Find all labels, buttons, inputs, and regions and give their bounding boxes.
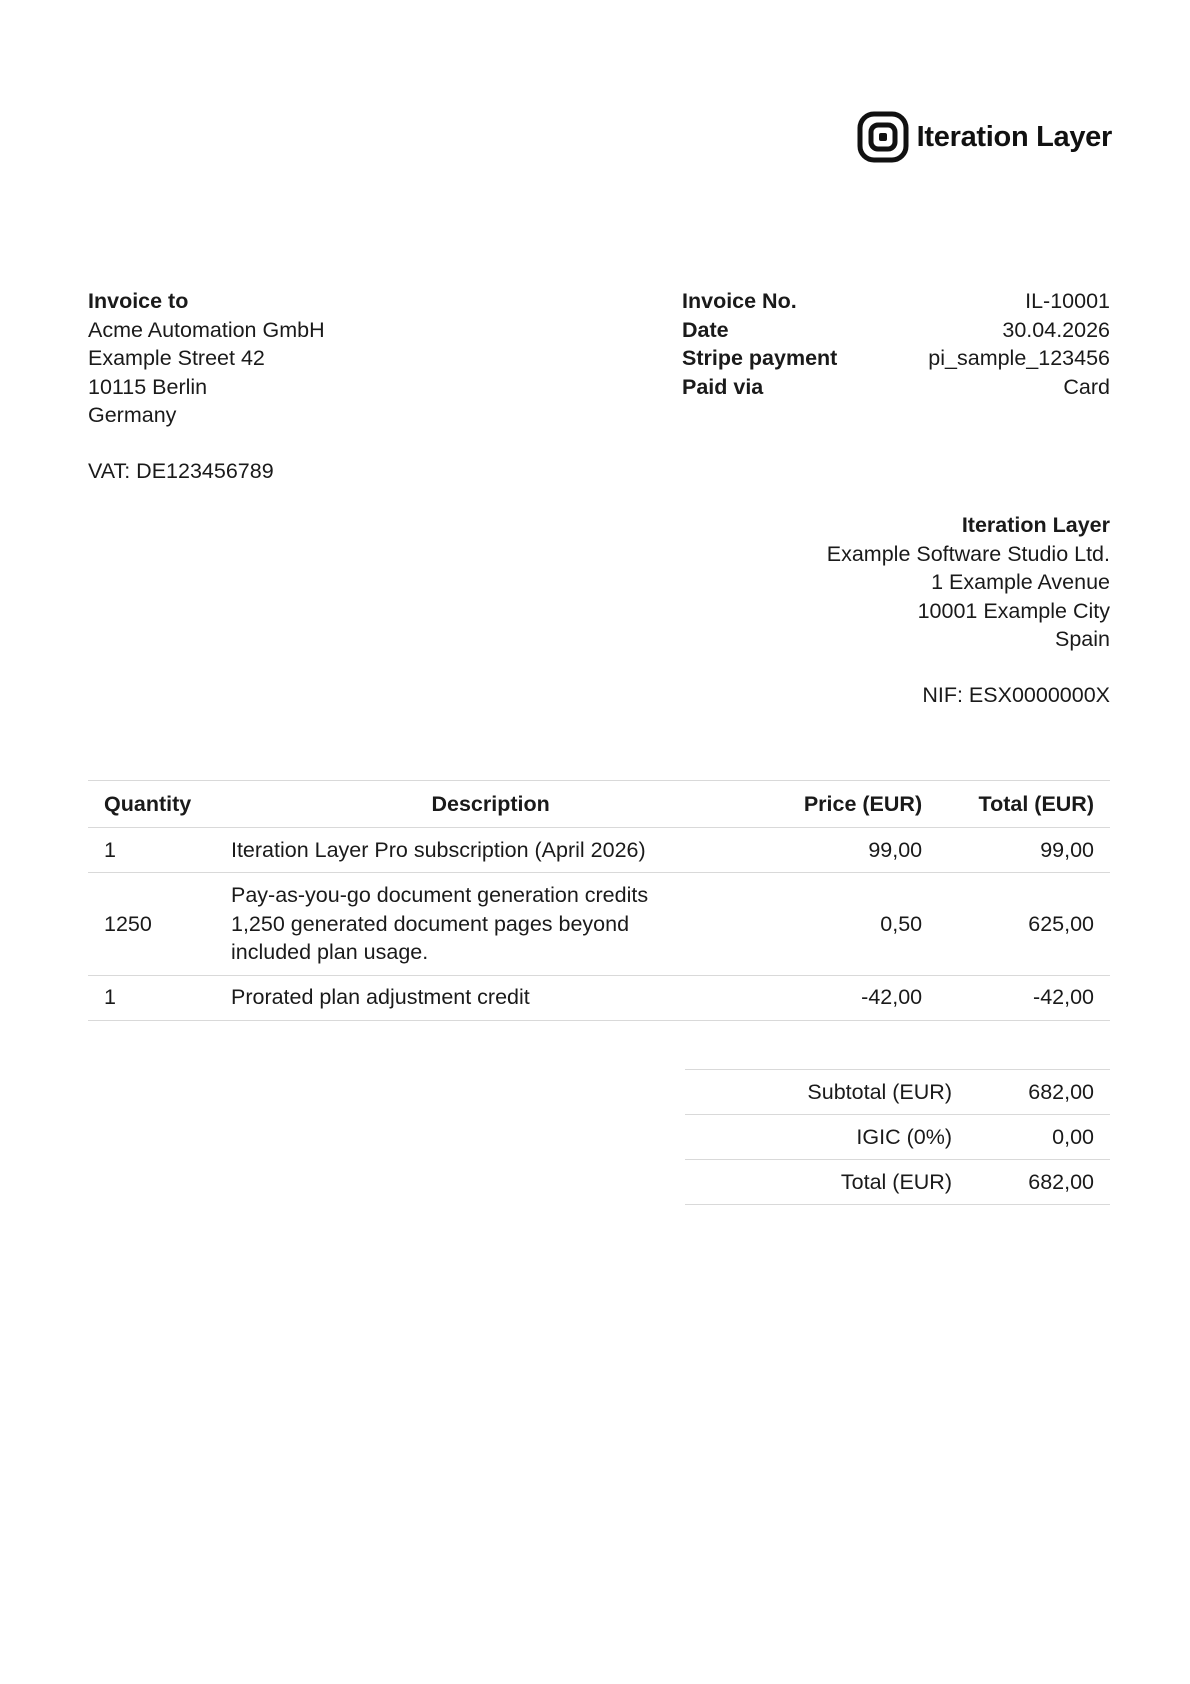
column-header-quantity: Quantity	[88, 781, 215, 828]
item-total: -42,00	[938, 975, 1110, 1020]
item-description-line: Iteration Layer Pro subscription (April 2026)	[230, 837, 646, 862]
item-price: -42,00	[766, 975, 938, 1020]
item-total: 99,00	[938, 828, 1110, 873]
line-items-table	[88, 780, 1110, 1021]
bill-to-heading: Invoice to	[88, 289, 189, 313]
item-description-line: included plan usage.	[230, 940, 429, 964]
bill-to	[88, 287, 325, 485]
item-price: 0,50	[766, 873, 938, 976]
totals-row-tax	[685, 1115, 1110, 1160]
concentric-square-icon	[857, 111, 909, 163]
meta-row-invoice-no	[682, 287, 1110, 316]
meta-label: Stripe payment	[682, 346, 838, 370]
table-row	[88, 975, 1110, 1020]
meta-row-stripe-payment	[682, 344, 1110, 373]
meta-value: Card	[1063, 374, 1110, 399]
item-description-line: 1,250 generated document pages beyond	[230, 911, 630, 936]
totals-table	[685, 1069, 1110, 1205]
meta-row-date	[682, 316, 1110, 345]
totals-label: Subtotal (EUR)	[685, 1070, 968, 1115]
seller-name: Iteration Layer	[961, 513, 1110, 537]
brand-name: Iteration Layer	[916, 120, 1112, 153]
column-header-total: Total (EUR)	[938, 781, 1110, 828]
item-price: 99,00	[766, 828, 938, 873]
meta-value: IL-10001	[1025, 289, 1110, 313]
item-description	[215, 828, 766, 873]
seller-line: 1 Example Avenue	[931, 570, 1110, 594]
totals-row-total	[685, 1160, 1110, 1205]
item-quantity: 1250	[88, 873, 215, 976]
meta-value: pi_sample_123456	[928, 346, 1110, 370]
bill-to-line: Example Street 42	[88, 346, 265, 370]
item-quantity: 1	[88, 828, 215, 873]
item-description	[215, 873, 766, 976]
meta-value: 30.04.2026	[1002, 317, 1110, 342]
totals-value: 0,00	[968, 1115, 1110, 1160]
seller-line: Spain	[1055, 627, 1110, 651]
item-description-line: Pay-as-you-go document generation credits	[230, 883, 649, 907]
totals-label: Total (EUR)	[685, 1160, 968, 1205]
item-quantity: 1	[88, 975, 215, 1020]
bill-to-line: Germany	[88, 403, 177, 427]
totals-row-subtotal	[685, 1070, 1110, 1115]
meta-label: Paid via	[682, 374, 764, 399]
item-description-line: Prorated plan adjustment credit	[230, 985, 530, 1010]
totals-value: 682,00	[968, 1070, 1110, 1115]
bill-to-vat: VAT: DE123456789	[88, 458, 274, 483]
bill-to-line: 10115 Berlin	[88, 374, 208, 399]
column-header-price: Price (EUR)	[766, 781, 938, 828]
table-header-row	[88, 781, 1110, 828]
item-total: 625,00	[938, 873, 1110, 976]
brand-logo	[857, 111, 1112, 163]
seller-line: Example Software Studio Ltd.	[826, 541, 1110, 566]
table-row	[88, 873, 1110, 976]
seller-info	[827, 511, 1110, 709]
seller-tax-id: NIF: ESX0000000X	[922, 682, 1110, 707]
totals-label: IGIC (0%)	[685, 1115, 968, 1160]
column-header-description: Description	[215, 781, 766, 828]
invoice-meta	[682, 287, 1110, 401]
seller-line: 10001 Example City	[917, 598, 1110, 623]
bill-to-line: Acme Automation GmbH	[88, 317, 325, 342]
totals-value: 682,00	[968, 1160, 1110, 1205]
item-description	[215, 975, 766, 1020]
meta-label: Date	[682, 317, 729, 342]
meta-label: Invoice No.	[682, 289, 797, 313]
meta-row-paid-via	[682, 373, 1110, 402]
table-row	[88, 828, 1110, 873]
